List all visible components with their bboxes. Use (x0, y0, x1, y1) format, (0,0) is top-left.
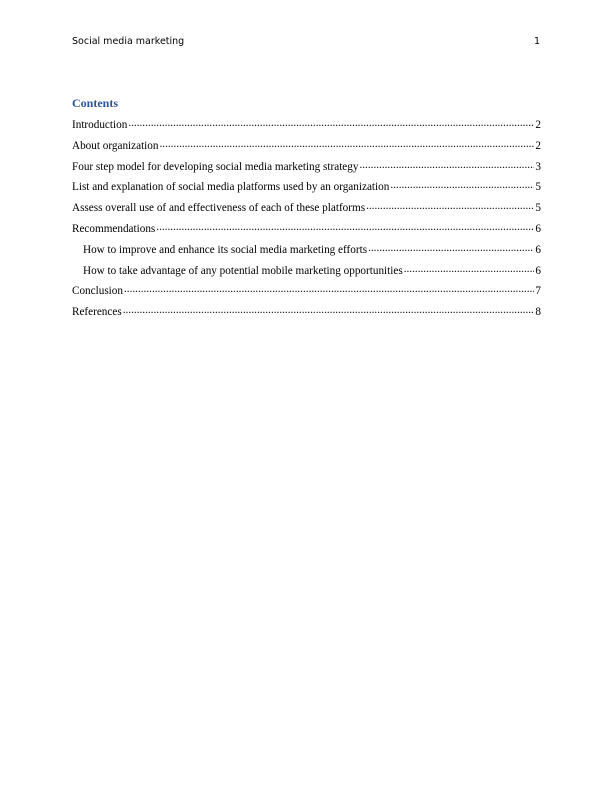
toc-entry[interactable] (72, 282, 541, 303)
dot-leader (159, 137, 534, 149)
dot-leader (124, 282, 534, 294)
toc-heading: Contents (72, 96, 119, 110)
running-head: Social media marketing (72, 36, 185, 47)
toc-entry-text: References (72, 306, 122, 319)
toc-entry-text: How to take advantage of any potential mobile marketing opportunities (83, 264, 403, 277)
toc-entry[interactable] (72, 137, 541, 158)
toc-entry-text: How to improve and enhance its social media marketing efforts (83, 243, 368, 256)
toc-entry-page: 7 (535, 285, 541, 298)
table-of-contents (72, 116, 541, 324)
dot-leader (404, 262, 535, 274)
toc-entry[interactable] (72, 199, 541, 220)
toc-entry-page: 3 (535, 160, 541, 173)
toc-entry-page: 2 (535, 119, 541, 131)
toc-entry-page: 2 (535, 139, 541, 152)
toc-entry[interactable] (72, 178, 541, 199)
toc-entry[interactable] (72, 158, 541, 179)
dot-leader (128, 116, 534, 128)
toc-entry-page: 6 (535, 222, 541, 235)
toc-entry-text: List and explanation of social media platforms used by an organization (72, 181, 390, 194)
toc-entry-text: Four step model for developing social media marketing strategy (72, 160, 359, 173)
dot-leader (390, 178, 534, 190)
dot-leader (368, 241, 534, 253)
toc-entry-page: 5 (535, 181, 541, 194)
toc-entry[interactable] (72, 303, 541, 324)
toc-entry-text: Introduction (72, 119, 128, 131)
page-number: 1 (533, 36, 540, 47)
toc-entry-text: Conclusion (72, 285, 123, 298)
toc-entry-text: Assess overall use of and effectiveness of each of these platforms (72, 202, 366, 215)
toc-subentry[interactable] (72, 262, 541, 283)
toc-subentry[interactable] (72, 241, 541, 262)
dot-leader (123, 303, 535, 315)
toc-entry-page: 8 (535, 306, 541, 319)
dot-leader (156, 220, 534, 232)
page-header (72, 36, 540, 50)
dot-leader (366, 199, 534, 211)
toc-entry-text: About organization (72, 139, 159, 152)
dot-leader (359, 158, 534, 170)
toc-entry[interactable] (72, 220, 541, 241)
toc-entry[interactable] (72, 116, 541, 137)
toc-entry-page: 5 (535, 202, 541, 215)
toc-entry-text: Recommendations (72, 222, 156, 235)
toc-entry-page: 6 (535, 264, 541, 277)
toc-entry-page: 6 (535, 243, 541, 256)
